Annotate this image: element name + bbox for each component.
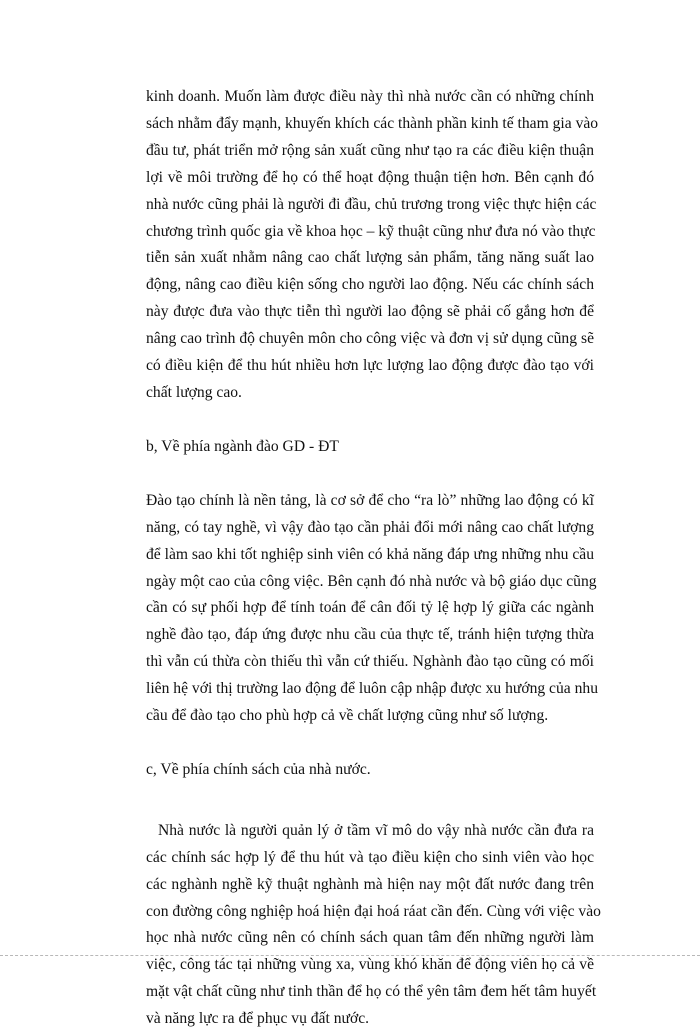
text-line: năng, có tay nghề, vì vậy đào tạo cần phải đổi mới nâng cao chất lượng [146, 518, 594, 536]
spacer [146, 461, 594, 488]
text-line: con đường công nghiệp hoá hiện đại hoá ráat cần đến. Cùng với việc vào [146, 902, 601, 920]
spacer [146, 730, 594, 757]
section-heading-c: c, Về phía chính sách của nhà nước. [146, 760, 371, 778]
text-line: này được đưa vào thực tiễn thì người lao động sẽ phải cố gắng hơn để [146, 303, 594, 321]
text-line: và năng lực ra để phục vụ đất nước. [146, 1010, 370, 1028]
spacer [146, 784, 594, 818]
text-line: mặt vật chất cũng như tinh thần để họ có thể yên tâm đem hết tâm huyết [146, 983, 597, 1001]
text-line: Đào tạo chính là nền tảng, là cơ sở để cho “ra lò” những lao động có kĩ [146, 491, 594, 509]
text-line: ngày một cao của công việc. Bên cạnh đó nhà nước và bộ giáo dục cũng [146, 572, 597, 590]
spacer [146, 407, 594, 434]
text-line: thì vẫn cú thừa còn thiếu thì vẫn cứ thiếu. Nghành đào tạo cũng có mối [146, 653, 594, 671]
paragraph-state-policy [146, 818, 601, 1033]
text-line: nghề đào tạo, đáp ứng được nhu cầu của thực tế, tránh hiện tượng thừa [146, 626, 594, 644]
paragraph-policy-business [146, 84, 599, 407]
text-line: cần có sự phối hợp để tính toán để cân đối tỷ lệ hợp lý giữa các ngành [146, 599, 594, 617]
text-line: lợi về môi trường để họ có thể hoạt động thuận tiện hơn. Bên cạnh đó [146, 168, 594, 186]
text-line: học nhà nước cũng nên có chính sách quan tâm đến những người làm [146, 929, 594, 947]
text-line: đầu tư, phát triển mở rộng sản xuất cũng như tạo ra các điều kiện thuận [146, 141, 594, 159]
text-line: cầu để đào tạo cho phù hợp cả về chất lượng cũng như số lượng. [146, 707, 549, 725]
text-line: việc, công tác tại những vùng xa, vùng khó khăn để động viên họ cả về [146, 956, 594, 974]
text-line: các nghành nghề kỹ thuật nghành mà hiện nay một đất nước đang trên [146, 875, 594, 893]
text-line: có điều kiện để thu hút nhiều hơn lực lượng lao động được đào tạo với [146, 357, 594, 375]
text-line: kinh doanh. Muốn làm được điều này thì nhà nước cần có những chính [146, 88, 594, 105]
page-bottom-divider [0, 955, 700, 956]
section-heading-b: b, Về phía ngành đào GD - ĐT [146, 437, 339, 455]
text-line: động, nâng cao điều kiện sống cho người lao động. Nếu các chính sách [146, 276, 594, 294]
text-line: để làm sao khi tốt nghiệp sinh viên có khả năng đáp ưng những nhu cầu [146, 545, 594, 563]
paragraph-education-training [146, 488, 598, 730]
text-line: chương trình quốc gia về khoa học – kỹ thuật cũng như đưa nó vào thực [146, 222, 596, 240]
document-body [146, 84, 601, 1033]
text-line: Nhà nước là người quản lý ở tầm vĩ mô do vậy nhà nước cần đưa ra [158, 821, 594, 839]
text-line: sách nhằm đẩy mạnh, khuyến khích các thành phần kinh tế tham gia vào [146, 114, 599, 132]
text-line: nâng cao trình độ chuyên môn cho công việc và đơn vị sử dụng cũng sẽ [146, 330, 594, 348]
text-line: nhà nước cũng phải là người đi đầu, chủ trương trong việc thực hiện các [146, 195, 597, 213]
text-line: liên hệ với thị trường lao động để luôn cập nhập được xu hướng của nhu [146, 680, 598, 698]
text-line: chất lượng cao. [146, 383, 242, 401]
text-line: các chính sác hợp lý để thu hút và tạo điều kiện cho sinh viên vào học [146, 848, 594, 866]
text-line: tiễn sản xuất nhằm nâng cao chất lượng sản phẩm, tăng năng suất lao [146, 249, 594, 267]
